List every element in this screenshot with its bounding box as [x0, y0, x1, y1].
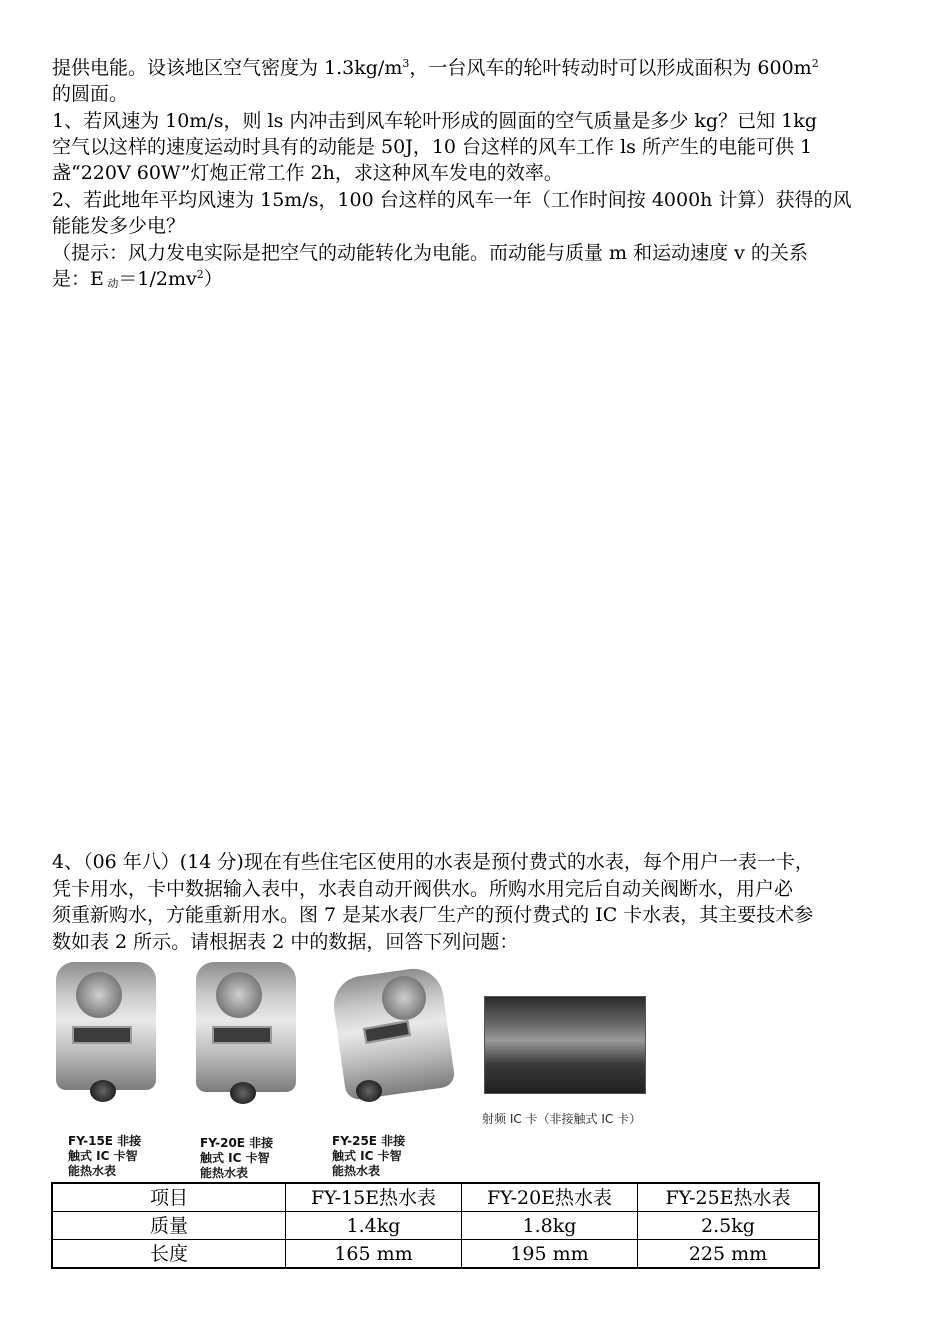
- caption-line: 触式 IC 卡智: [68, 1149, 138, 1163]
- text-run: 是：E: [52, 268, 104, 290]
- meter-fy15e-photo: [54, 962, 164, 1132]
- meter-fy20e-caption: [200, 1136, 273, 1181]
- superscript: 3: [402, 57, 410, 70]
- meter-pipe: [90, 1080, 116, 1102]
- meter-fy25e-caption: [332, 1134, 405, 1179]
- problem4-line-3: 须重新购水，方能重新用水。图 7 是某水表厂生产的预付费式的 IC 卡水表，其主要技术参: [52, 904, 814, 926]
- meter-fy25e-photo: [330, 962, 460, 1132]
- problem3-line-9: [52, 267, 902, 291]
- text-run: ＝1/2mv: [118, 268, 197, 290]
- caption-line: 能热水表: [68, 1164, 117, 1178]
- table-header-cell: FY-25E热水表: [638, 1183, 820, 1212]
- table-header-cell: FY-20E热水表: [462, 1183, 638, 1212]
- superscript: 2: [811, 57, 819, 70]
- caption-line: 触式 IC 卡智: [200, 1151, 270, 1165]
- table-cell: 2.5kg: [638, 1212, 820, 1240]
- meter-dial: [76, 972, 122, 1018]
- text-run: 提供电能。设该地区空气密度为 1.3kg/m: [52, 57, 403, 79]
- spec-table: [51, 1182, 820, 1269]
- table-cell: 1.8kg: [462, 1212, 638, 1240]
- meter-fy15e-caption: [68, 1134, 141, 1179]
- text-run: ）: [203, 268, 223, 290]
- problem3-line-4: 空气以这样的速度运动时具有的动能是 50J，10 台这样的风车工作 ls 所产生的电能可供 1: [52, 136, 813, 158]
- table-header-cell: FY-15E热水表: [286, 1183, 462, 1212]
- caption-line: 能热水表: [200, 1166, 249, 1180]
- table-cell: 质量: [52, 1212, 286, 1240]
- meter-pipe: [356, 1080, 382, 1102]
- problem4-line-1: 4、（06 年八）(14 分)现在有些住宅区使用的水表是预付费式的水表，每个用户一表一卡，: [52, 851, 814, 873]
- table-row: [52, 1212, 819, 1240]
- problem3-line-6: 2、若此地年平均风速为 15m/s，100 台这样的风车一年（工作时间按 4000h 计算）获得的风: [52, 189, 852, 211]
- problem3-line-1: [52, 56, 902, 80]
- table-row: [52, 1240, 819, 1269]
- caption-line: FY-20E 非接: [200, 1136, 274, 1150]
- superscript: 2: [196, 268, 204, 281]
- problem3-line-5: 盏“220V 60W”灯炮正常工作 2h，求这种风车发电的效率。: [52, 162, 563, 184]
- meter-fy20e-photo: [192, 962, 302, 1132]
- problem4-line-2: 凭卡用水，卡中数据输入表中，水表自动开阀供水。所购水用完后自动关阀断水，用户必: [52, 878, 794, 900]
- ic-card-photo: [484, 996, 646, 1094]
- text-run: ，一台风车的轮叶转动时可以形成面积为 600m: [409, 57, 812, 79]
- caption-line: 触式 IC 卡智: [332, 1149, 402, 1163]
- meter-pipe: [230, 1082, 256, 1104]
- meter-dial: [382, 976, 426, 1020]
- meter-display: [212, 1026, 272, 1044]
- table-header-row: [52, 1183, 819, 1212]
- problem3-line-8: （提示：风力发电实际是把空气的动能转化为电能。而动能与质量 m 和运动速度 v 的关系: [52, 242, 808, 264]
- caption-line: FY-25E 非接: [332, 1134, 406, 1148]
- caption-line: 能热水表: [332, 1164, 381, 1178]
- table-cell: 225 mm: [638, 1240, 820, 1269]
- caption-line: FY-15E 非接: [68, 1134, 142, 1148]
- meter-dial: [216, 972, 262, 1018]
- table-cell: 195 mm: [462, 1240, 638, 1269]
- table-cell: 1.4kg: [286, 1212, 462, 1240]
- problem3-line-2: 的圆面。: [52, 83, 129, 105]
- table-cell: 长度: [52, 1240, 286, 1269]
- subscript: 动: [103, 277, 119, 290]
- problem3-line-3: 1、若风速为 10m/s，则 ls 内冲击到风车轮叶形成的圆面的空气质量是多少 kg？已知 1kg: [52, 110, 817, 132]
- table-header-cell: 项目: [52, 1183, 286, 1212]
- table-cell: 165 mm: [286, 1240, 462, 1269]
- problem4-line-4: 数如表 2 所示。请根据表 2 中的数据，回答下列问题：: [52, 931, 519, 953]
- water-meter-figure: [52, 962, 672, 1182]
- ic-card-caption: 射频 IC 卡（非接触式 IC 卡）: [482, 1112, 642, 1126]
- meter-display: [72, 1026, 132, 1044]
- problem3-line-7: 能能发多少电？: [52, 215, 186, 237]
